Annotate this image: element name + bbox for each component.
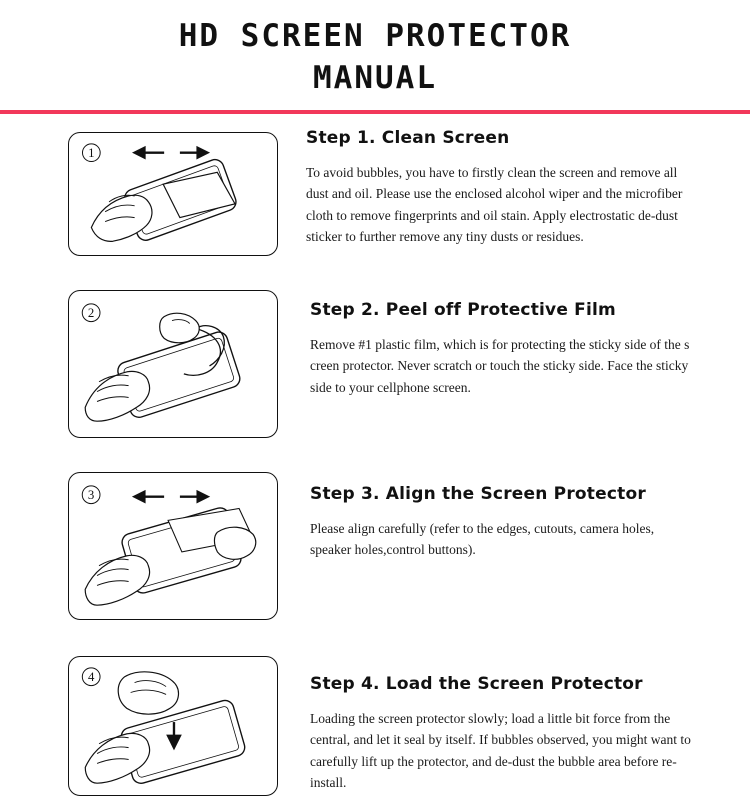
step-body-2 bbox=[310, 278, 695, 399]
step-item bbox=[0, 460, 750, 620]
step-body-4 bbox=[310, 644, 695, 794]
step-body-1 bbox=[306, 120, 695, 248]
figure-step-3 bbox=[68, 472, 278, 620]
step-badge-number: 4 bbox=[87, 669, 95, 684]
figure-step-1 bbox=[68, 132, 278, 256]
step-title: Step 1. Clean Screen bbox=[306, 127, 510, 148]
step-badge-number: 2 bbox=[87, 305, 95, 320]
figure-step-4 bbox=[68, 656, 278, 796]
page-header bbox=[0, 0, 750, 100]
step-item bbox=[0, 120, 750, 256]
step-item bbox=[0, 644, 750, 796]
step-body-3 bbox=[310, 460, 695, 561]
step-title: Step 2. Peel off Protective Film bbox=[310, 299, 616, 320]
step-badge-number: 3 bbox=[87, 487, 95, 502]
step-text: Please align carefully (refer to the edges, cutouts, camera holes, speaker holes,control buttons). bbox=[310, 520, 655, 558]
step-title: Step 3. Align the Screen Protector bbox=[310, 483, 646, 504]
step-text: Remove #1 plastic film, which is for protecting the sticky side of the s creen protector. Never scratch or touch the sticky side. Face the sticky side to your cellphone screen. bbox=[310, 336, 690, 395]
step-item bbox=[0, 278, 750, 438]
page-title-line1: HD SCREEN PROTECTOR bbox=[178, 18, 572, 54]
header-divider bbox=[0, 110, 750, 114]
step-title: Step 4. Load the Screen Protector bbox=[310, 673, 643, 694]
step-badge-number: 1 bbox=[88, 145, 95, 160]
figure-step-2 bbox=[68, 290, 278, 438]
page-title-line2: MANUAL bbox=[313, 59, 437, 96]
step-text: To avoid bubbles, you have to firstly clean the screen and remove all dust and oil. Please use the enclosed alcohol wiper and the microfiber cloth to remove fingerprints and oil stain. Apply electrostatic de-dust sticker to further remove any tiny dusts or residues. bbox=[306, 164, 683, 245]
step-text: Loading the screen protector slowly; load a little bit force from the central, and let it seal by itself. If bubbles observed, you might want to carefully lift up the protector, and de-dust the bubble area before re-install. bbox=[310, 710, 691, 791]
steps-container bbox=[0, 120, 750, 796]
